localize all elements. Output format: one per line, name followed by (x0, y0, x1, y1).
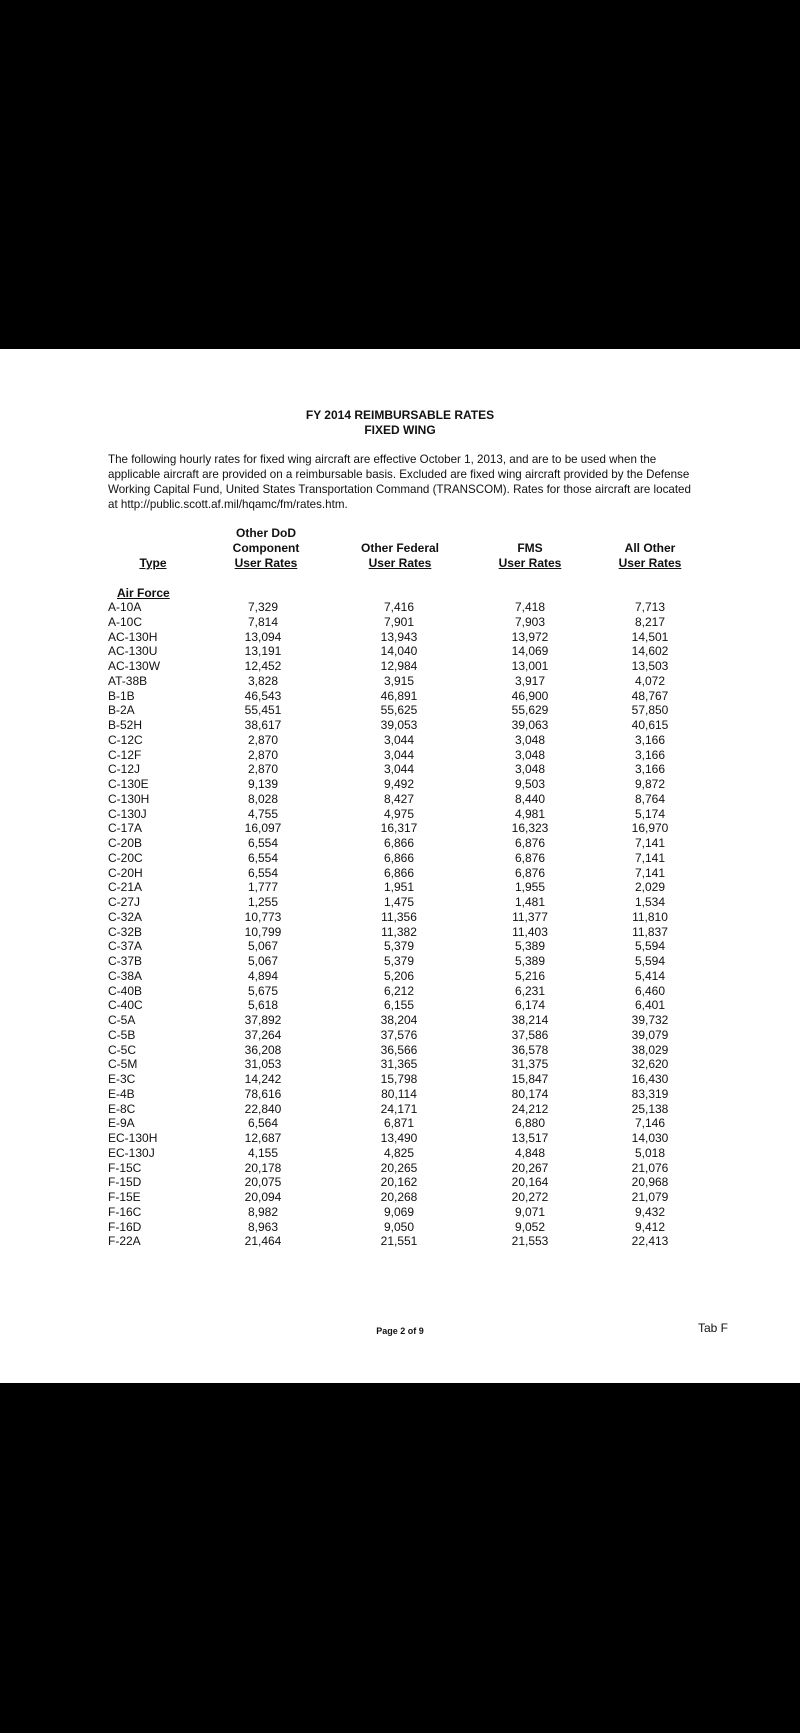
table-row (0, 836, 800, 851)
dod-rate: 4,155 (247, 1145, 279, 1160)
all-other-rate: 11,810 (632, 909, 668, 924)
aircraft-type: C-37B (108, 954, 143, 968)
dod-rate: 5,618 (247, 998, 279, 1013)
all-other-rate: 38,029 (631, 1042, 669, 1057)
federal-rate: 5,379 (383, 954, 415, 968)
all-other-rate: 7,141 (634, 836, 666, 850)
fms-rate: 6,174 (514, 998, 546, 1013)
federal-rate: 4,825 (383, 1145, 415, 1160)
aircraft-type: EC-130J (108, 1145, 155, 1160)
dod-rate: 5,067 (247, 954, 279, 968)
aircraft-type: C-12C (108, 732, 143, 747)
all-other-rate: 7,713 (634, 600, 666, 614)
dod-rate: 9,139 (247, 777, 279, 791)
fms-rate: 1,955 (514, 880, 546, 895)
federal-rate: 9,492 (383, 777, 415, 791)
federal-rate: 36,566 (380, 1042, 418, 1057)
table-row (0, 1190, 800, 1205)
aircraft-type: C-40C (108, 998, 143, 1013)
dod-rate: 8,028 (247, 791, 279, 806)
table-row (0, 1205, 800, 1220)
all-other-rate: 3,166 (634, 762, 666, 777)
header-type: Type (139, 556, 167, 570)
aircraft-type: C-12J (108, 762, 141, 777)
aircraft-type: C-5C (108, 1042, 137, 1057)
dod-rate: 7,814 (247, 614, 279, 629)
aircraft-type: EC-130H (108, 1131, 158, 1145)
dod-rate: 2,870 (247, 747, 279, 762)
table-row (0, 777, 800, 792)
all-other-rate: 39,732 (631, 1013, 669, 1027)
aircraft-type: C-27J (108, 895, 141, 909)
fms-rate: 16,323 (511, 821, 549, 836)
all-other-rate: 40,615 (631, 718, 669, 732)
federal-rate: 3,044 (383, 762, 415, 777)
federal-rate: 7,416 (383, 600, 415, 614)
aircraft-type: C-5B (108, 1027, 136, 1042)
page-title: FY 2014 REIMBURSABLE RATES (305, 408, 495, 422)
fms-rate: 9,071 (514, 1204, 546, 1219)
federal-rate: 31,365 (380, 1057, 418, 1072)
fms-rate: 5,389 (514, 939, 546, 954)
dod-rate: 37,264 (244, 1027, 282, 1042)
fms-rate: 9,052 (514, 1219, 546, 1234)
federal-rate: 9,050 (383, 1219, 415, 1234)
dod-rate: 55,451 (244, 703, 282, 718)
aircraft-type: E-4B (108, 1086, 135, 1101)
federal-rate: 13,943 (380, 629, 418, 644)
all-other-rate: 2,029 (634, 880, 666, 895)
dod-rate: 20,075 (244, 1175, 282, 1190)
aircraft-type: C-5M (108, 1057, 138, 1072)
dod-rate: 1,777 (247, 880, 279, 895)
table-row (0, 689, 800, 704)
aircraft-type: C-20C (108, 850, 143, 865)
table-row (0, 600, 800, 615)
federal-rate: 6,155 (383, 998, 415, 1013)
dod-rate: 8,982 (247, 1204, 279, 1219)
federal-rate: 20,268 (380, 1190, 418, 1204)
aircraft-type: AC-130U (108, 644, 158, 659)
table-row (0, 984, 800, 999)
table-row (0, 1057, 800, 1072)
dod-rate: 16,097 (244, 821, 282, 836)
federal-rate: 11,356 (381, 909, 417, 924)
federal-rate: 20,162 (380, 1175, 418, 1190)
federal-rate: 5,206 (383, 968, 415, 983)
fms-rate: 7,903 (514, 614, 546, 629)
table-row (0, 1043, 800, 1058)
federal-rate: 46,891 (380, 688, 418, 703)
all-other-rate: 7,146 (634, 1116, 666, 1131)
dod-rate: 36,208 (244, 1042, 282, 1057)
table-row (0, 733, 800, 748)
dod-rate: 20,094 (244, 1190, 282, 1204)
dod-rate: 10,773 (244, 909, 282, 924)
dod-rate: 2,870 (247, 732, 279, 747)
header-all-other: All Other User Rates (618, 541, 682, 570)
all-other-rate: 25,138 (631, 1101, 669, 1116)
aircraft-type: A-10A (108, 600, 142, 614)
all-other-rate: 32,620 (631, 1057, 669, 1072)
federal-rate: 8,427 (383, 791, 415, 806)
federal-rate: 21,551 (380, 1234, 418, 1249)
fms-rate: 36,578 (511, 1042, 549, 1057)
federal-rate: 24,171 (380, 1101, 418, 1116)
dod-rate: 5,675 (247, 983, 279, 998)
table-row (0, 1131, 800, 1146)
all-other-rate: 3,166 (634, 732, 666, 747)
all-other-rate: 8,764 (634, 791, 666, 806)
dod-rate: 3,828 (247, 673, 279, 688)
fms-rate: 3,048 (514, 747, 546, 762)
fms-rate: 37,586 (511, 1027, 549, 1042)
table-row (0, 807, 800, 822)
fms-rate: 55,629 (511, 703, 549, 718)
dod-rate: 2,870 (247, 762, 279, 777)
fms-rate: 5,389 (514, 954, 546, 968)
dod-rate: 38,617 (244, 718, 282, 732)
aircraft-type: C-32B (108, 924, 143, 939)
table-row (0, 866, 800, 881)
all-other-rate: 20,968 (631, 1175, 669, 1190)
dod-rate: 12,452 (244, 659, 282, 673)
table-row (0, 615, 800, 630)
all-other-rate: 5,594 (634, 939, 666, 954)
fms-rate: 4,848 (514, 1145, 546, 1160)
dod-rate: 4,894 (247, 968, 279, 983)
aircraft-type: F-16D (108, 1219, 142, 1234)
all-other-rate: 9,412 (634, 1219, 666, 1234)
all-other-rate: 5,414 (634, 968, 666, 983)
federal-rate: 37,576 (380, 1027, 418, 1042)
fms-rate: 1,481 (514, 895, 546, 909)
dod-rate: 78,616 (244, 1086, 282, 1101)
dod-rate: 5,067 (247, 939, 279, 954)
aircraft-type: F-15C (108, 1160, 142, 1175)
dod-rate: 31,053 (244, 1057, 282, 1072)
dod-rate: 10,799 (244, 924, 282, 939)
header-other-dod: Other DoD Component User Rates (232, 526, 300, 570)
dod-rate: 1,255 (247, 895, 279, 909)
dod-rate: 4,755 (247, 806, 279, 821)
aircraft-type: C-37A (108, 939, 143, 954)
aircraft-type: C-21A (108, 880, 143, 895)
all-other-rate: 16,430 (631, 1072, 669, 1086)
tab-label: Tab F (698, 1321, 729, 1335)
federal-rate: 13,490 (380, 1131, 418, 1145)
table-row (0, 1013, 800, 1028)
aircraft-type: AC-130H (108, 629, 158, 644)
aircraft-type: C-12F (108, 747, 142, 762)
aircraft-type: C-17A (108, 821, 143, 836)
dod-rate: 6,554 (247, 850, 279, 865)
all-other-rate: 14,030 (631, 1131, 669, 1145)
all-other-rate: 5,594 (634, 954, 666, 968)
table-row (0, 703, 800, 718)
intro-paragraph: The following hourly rates for fixed wing aircraft are effective October 1, 2013, and are to be used when the applicable aircraft are provided on a reimbursable basis. Excluded are fixed wing aircraft provided by the Defense Working Capital Fund, United States Transportation Command (TRANSCOM). Rates for those aircraft are located at http://public.scott.af.mil/hqamc/fm/rates.htm. (108, 453, 691, 511)
fms-rate: 3,048 (514, 732, 546, 747)
aircraft-type: C-20B (108, 836, 143, 850)
fms-rate: 24,212 (511, 1101, 549, 1116)
all-other-rate: 9,872 (634, 777, 666, 791)
federal-rate: 7,901 (383, 614, 415, 629)
federal-rate: 6,212 (383, 983, 415, 998)
table-row (0, 1161, 800, 1176)
fms-rate: 6,876 (514, 836, 546, 850)
dod-rate: 6,564 (247, 1116, 279, 1131)
federal-rate: 16,317 (380, 821, 418, 836)
fms-rate: 6,876 (514, 850, 546, 865)
header-other-federal: Other Federal User Rates (360, 541, 440, 570)
all-other-rate: 14,501 (631, 629, 669, 644)
all-other-rate: 5,018 (634, 1145, 666, 1160)
federal-rate: 3,915 (383, 673, 415, 688)
fms-rate: 5,216 (514, 968, 546, 983)
federal-rate: 6,866 (383, 850, 415, 865)
all-other-rate: 57,850 (631, 703, 669, 718)
fms-rate: 80,174 (511, 1086, 549, 1101)
table-row (0, 762, 800, 777)
all-other-rate: 8,217 (634, 614, 666, 629)
table-row (0, 821, 800, 836)
aircraft-type: AT-38B (108, 673, 148, 688)
dod-rate: 13,094 (244, 629, 282, 644)
all-other-rate: 6,460 (634, 983, 666, 998)
aircraft-type: B-1B (108, 688, 135, 703)
fms-rate: 6,880 (514, 1116, 546, 1131)
aircraft-type: E-8C (108, 1101, 136, 1116)
aircraft-type: AC-130W (108, 659, 161, 673)
aircraft-type: F-22A (108, 1234, 141, 1249)
all-other-rate: 39,079 (631, 1027, 669, 1042)
aircraft-type: C-32A (108, 909, 143, 924)
aircraft-type: C-130H (108, 791, 150, 806)
federal-rate: 5,379 (383, 939, 415, 954)
fms-rate: 3,048 (514, 762, 546, 777)
fms-rate: 38,214 (511, 1013, 549, 1027)
aircraft-type: C-5A (108, 1013, 136, 1027)
rates-table (0, 600, 800, 1249)
table-row (0, 1087, 800, 1102)
federal-rate: 6,871 (383, 1116, 415, 1131)
fms-rate: 39,063 (511, 718, 549, 732)
aircraft-type: E-3C (108, 1072, 136, 1086)
all-other-rate: 48,767 (631, 688, 669, 703)
aircraft-type: B-52H (108, 718, 143, 732)
table-row (0, 644, 800, 659)
federal-rate: 1,475 (383, 895, 415, 909)
all-other-rate: 11,837 (632, 924, 668, 939)
federal-rate: 15,798 (380, 1072, 418, 1086)
all-other-rate: 22,413 (631, 1234, 669, 1249)
all-other-rate: 9,432 (634, 1204, 666, 1219)
table-row (0, 1072, 800, 1087)
federal-rate: 14,040 (380, 644, 418, 659)
table-row (0, 954, 800, 969)
fms-rate: 31,375 (511, 1057, 549, 1072)
table-row (0, 792, 800, 807)
dod-rate: 12,687 (244, 1131, 282, 1145)
all-other-rate: 83,319 (631, 1086, 669, 1101)
fms-rate: 20,164 (511, 1175, 549, 1190)
aircraft-type: C-38A (108, 968, 143, 983)
dod-rate: 20,178 (244, 1160, 282, 1175)
table-row (0, 1146, 800, 1161)
fms-rate: 20,267 (511, 1160, 549, 1175)
fms-rate: 11,377 (512, 909, 548, 924)
table-row (0, 674, 800, 689)
federal-rate: 3,044 (383, 732, 415, 747)
aircraft-type: A-10C (108, 614, 143, 629)
table-row (0, 939, 800, 954)
dod-rate: 13,191 (244, 644, 282, 659)
federal-rate: 11,382 (381, 924, 417, 939)
aircraft-type: F-15E (108, 1190, 141, 1204)
table-row (0, 1102, 800, 1117)
federal-rate: 1,951 (383, 880, 415, 895)
table-row (0, 880, 800, 895)
table-row (0, 1028, 800, 1043)
table-row (0, 630, 800, 645)
dod-rate: 6,554 (247, 865, 279, 880)
fms-rate: 6,231 (514, 983, 546, 998)
dod-rate: 37,892 (244, 1013, 282, 1027)
all-other-rate: 14,602 (631, 644, 669, 659)
all-other-rate: 7,141 (634, 865, 666, 880)
all-other-rate: 5,174 (634, 806, 666, 821)
table-row (0, 910, 800, 925)
fms-rate: 4,981 (514, 806, 546, 821)
dod-rate: 46,543 (244, 688, 282, 703)
all-other-rate: 1,534 (634, 895, 666, 909)
federal-rate: 39,053 (380, 718, 418, 732)
aircraft-type: E-9A (108, 1116, 135, 1131)
fms-rate: 3,917 (514, 673, 546, 688)
table-row (0, 1175, 800, 1190)
fms-rate: 21,553 (511, 1234, 549, 1249)
table-row (0, 659, 800, 674)
federal-rate: 9,069 (383, 1204, 415, 1219)
page-subtitle: FIXED WING (364, 423, 436, 437)
fms-rate: 8,440 (514, 791, 546, 806)
dod-rate: 14,242 (244, 1072, 282, 1086)
table-row (0, 998, 800, 1013)
header-fms: FMS User Rates (498, 541, 562, 570)
fms-rate: 7,418 (514, 600, 546, 614)
dod-rate: 21,464 (244, 1234, 282, 1249)
fms-rate: 13,517 (511, 1131, 549, 1145)
aircraft-type: C-40B (108, 983, 143, 998)
table-row (0, 1116, 800, 1131)
table-row (0, 718, 800, 733)
fms-rate: 13,001 (511, 659, 549, 673)
all-other-rate: 6,401 (634, 998, 666, 1013)
federal-rate: 6,866 (383, 865, 415, 880)
fms-rate: 20,272 (511, 1190, 549, 1204)
aircraft-type: C-130J (108, 806, 147, 821)
table-row (0, 851, 800, 866)
federal-rate: 3,044 (383, 747, 415, 762)
section-heading: Air Force (117, 586, 170, 600)
federal-rate: 4,975 (383, 806, 415, 821)
fms-rate: 14,069 (511, 644, 549, 659)
all-other-rate: 7,141 (634, 850, 666, 865)
all-other-rate: 3,166 (634, 747, 666, 762)
aircraft-type: F-16C (108, 1204, 142, 1219)
aircraft-type: B-2A (108, 703, 135, 718)
dod-rate: 8,963 (247, 1219, 279, 1234)
table-row (0, 748, 800, 763)
fms-rate: 46,900 (511, 688, 549, 703)
all-other-rate: 21,079 (631, 1190, 669, 1204)
aircraft-type: C-20H (108, 865, 143, 880)
fms-rate: 15,847 (511, 1072, 549, 1086)
page-number: Page 2 of 9 (376, 1326, 424, 1336)
federal-rate: 6,866 (383, 836, 415, 850)
dod-rate: 7,329 (247, 600, 279, 614)
fms-rate: 9,503 (514, 777, 546, 791)
all-other-rate: 13,503 (631, 659, 669, 673)
all-other-rate: 4,072 (634, 673, 666, 688)
aircraft-type: F-15D (108, 1175, 142, 1190)
federal-rate: 80,114 (381, 1086, 417, 1101)
all-other-rate: 21,076 (631, 1160, 669, 1175)
table-row (0, 969, 800, 984)
document-page (0, 349, 800, 1383)
table-row (0, 925, 800, 940)
table-row (0, 1234, 800, 1249)
federal-rate: 20,265 (380, 1160, 418, 1175)
federal-rate: 38,204 (380, 1013, 418, 1027)
federal-rate: 55,625 (380, 703, 418, 718)
dod-rate: 6,554 (247, 836, 279, 850)
table-row (0, 1220, 800, 1235)
fms-rate: 11,403 (512, 924, 548, 939)
all-other-rate: 16,970 (631, 821, 669, 836)
federal-rate: 12,984 (380, 659, 418, 673)
fms-rate: 13,972 (511, 629, 549, 644)
fms-rate: 6,876 (514, 865, 546, 880)
dod-rate: 22,840 (244, 1101, 282, 1116)
table-row (0, 895, 800, 910)
aircraft-type: C-130E (108, 777, 149, 791)
